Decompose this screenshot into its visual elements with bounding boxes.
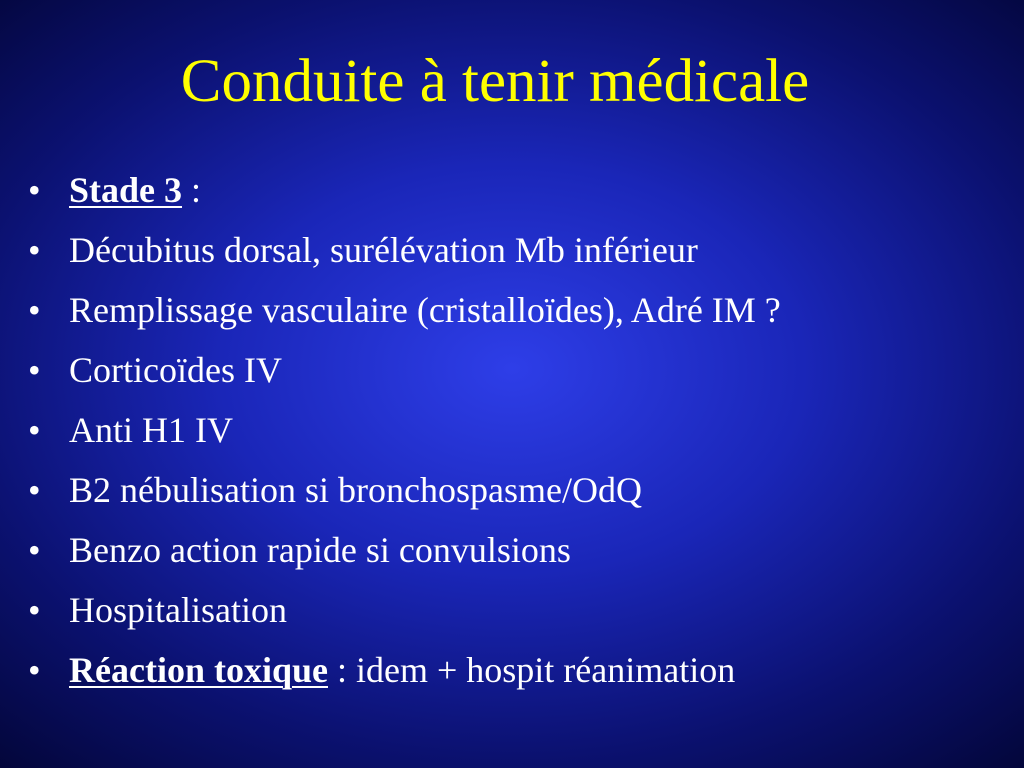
bullet-icon: • [28,590,41,630]
bullet-emphasis: Réaction toxique [69,650,328,690]
bullet-text: Anti H1 IV [69,410,233,450]
slide-title: Conduite à tenir médicale [180,48,810,115]
bullet-text: Corticoïdes IV [69,350,282,390]
bullet-icon: • [28,290,41,330]
bullet-text: Décubitus dorsal, surélévation Mb inférieur [69,230,698,270]
bullet-icon: • [28,530,41,570]
bullet-text: Remplissage vasculaire (cristalloïdes), Adré IM ? [69,290,781,330]
bullet-text: B2 nébulisation si bronchospasme/OdQ [69,470,642,510]
bullet-icon: • [28,170,41,210]
bullet-rest: : idem + hospit réanimation [327,650,736,690]
bullet-icon: • [28,350,41,390]
bullet-icon: • [28,410,41,450]
bullet-rest: : [182,170,202,210]
bullet-icon: • [28,470,41,510]
bullet-text: Hospitalisation [69,590,287,630]
bullet-icon: • [28,650,41,690]
bullet-text [69,640,735,700]
bullet-text [69,160,201,220]
bullet-icon: • [28,230,41,270]
bullet-emphasis: Stade 3 [69,170,183,210]
bullet-text: Benzo action rapide si convulsions [69,530,571,570]
